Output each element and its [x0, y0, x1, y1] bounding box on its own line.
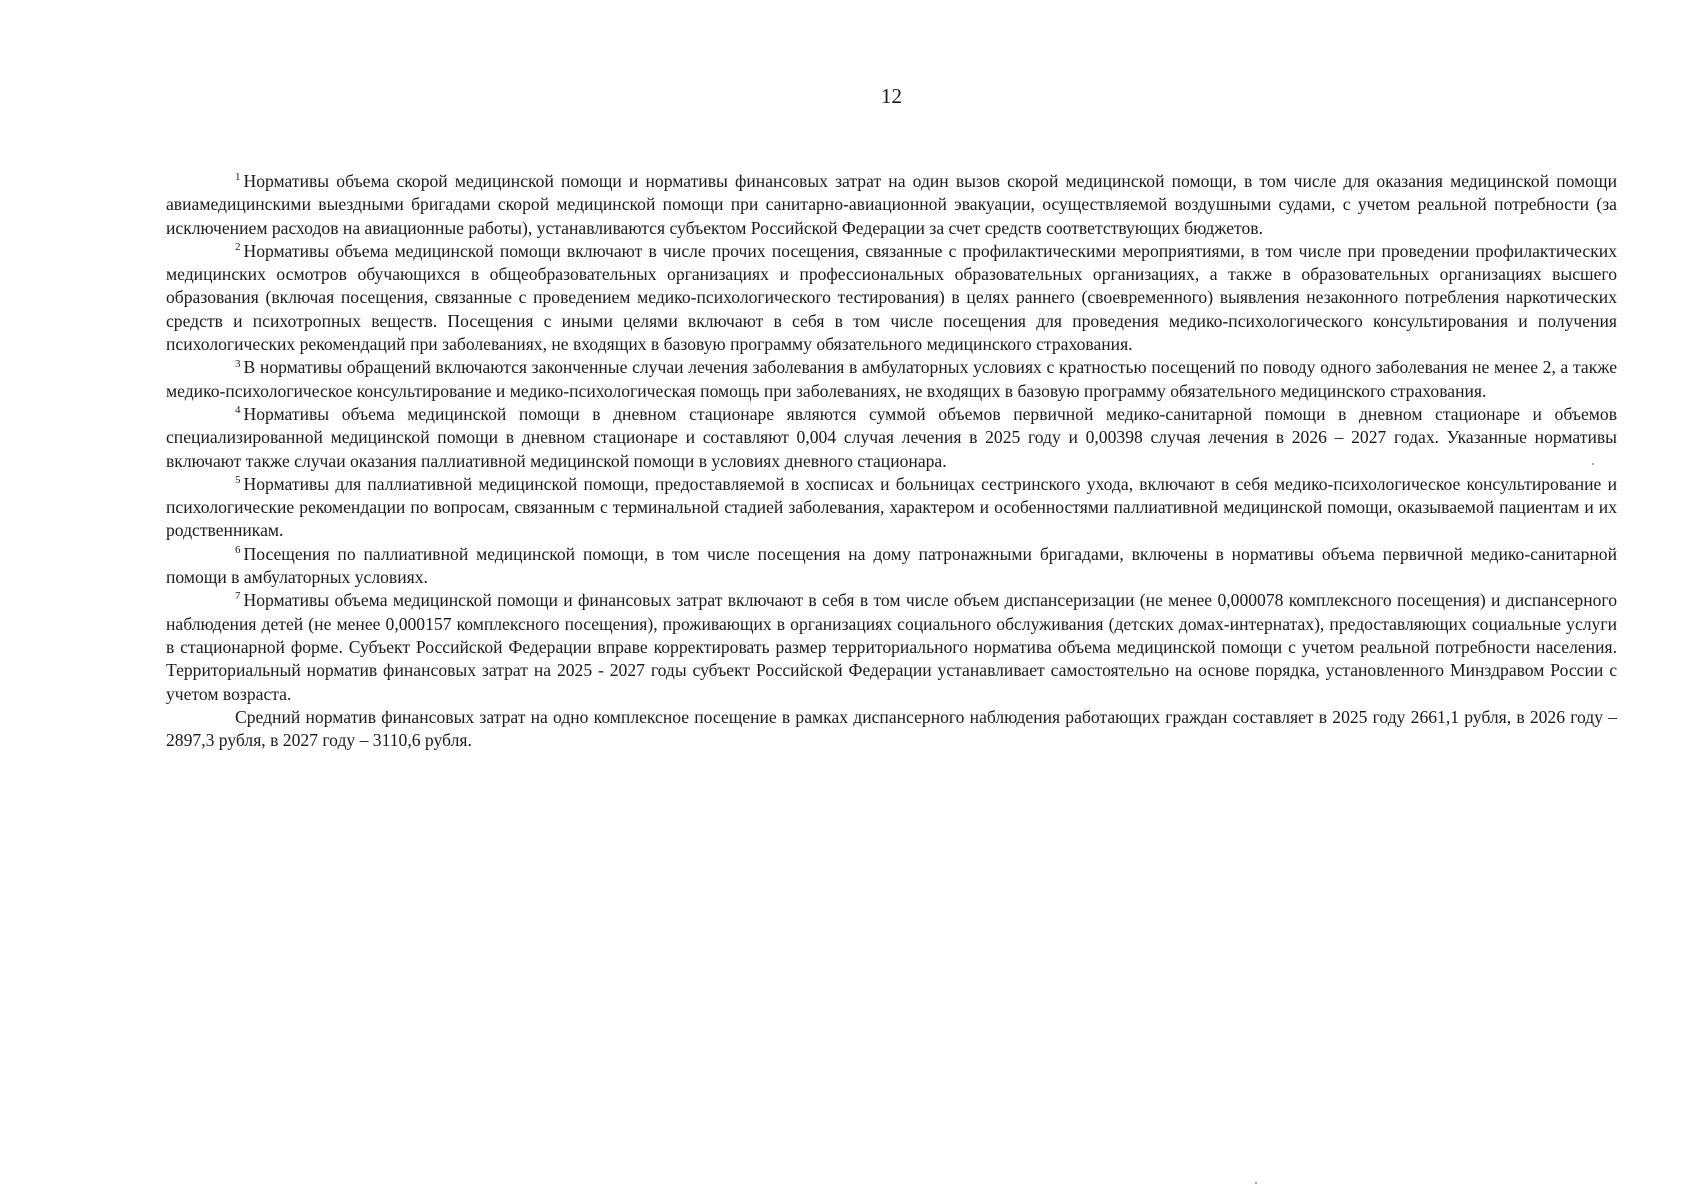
footnote-marker: 3 — [235, 357, 241, 370]
footnote-text: Нормативы объема скорой медицинской помощи и нормативы финансовых затрат на один вызов скорой медицинской помощи, в том числе для оказания медицинской помощи авиамедицинскими выездными бригадами скорой медицинской помощи при санитарно-авиационной эвакуации, осуществляемой воздушными судами, с учетом реальной потребности (за исключением расходов на авиационные работы), устанавливаются субъектом Российской Федерации за счет средств соответствующих бюджетов. — [166, 171, 1617, 238]
footnote-3 — [166, 356, 1617, 403]
footnote-4 — [166, 403, 1617, 473]
footnotes-section — [166, 170, 1617, 752]
footnote-marker: 7 — [235, 590, 241, 603]
average-cost-paragraph — [166, 706, 1617, 753]
footnote-text: Посещения по паллиативной медицинской помощи, в том числе посещения на дому патронажными бригадами, включены в нормативы объема первичной медико-санитарной помощи в амбулаторных условиях. — [166, 543, 1617, 588]
footnote-text: Нормативы для паллиативной медицинской помощи, предоставляемой в хосписах и больницах сестринского ухода, включают в себя медико-психологическое консультирование и психологические рекомендации по вопросам, связанным с терминальной стадией заболевания, характером и особенностями паллиативной медицинской помощи, оказываемой пациентам и их родственникам. — [166, 473, 1617, 541]
footnote-5 — [166, 473, 1617, 543]
page-number: 12 — [881, 84, 902, 108]
footnote-2 — [166, 240, 1617, 356]
footnote-text: Нормативы объема медицинской помощи и финансовых затрат включают в себя в том числе объем диспансеризации (не менее 0,000078 комплексного посещения) и диспансерного наблюдения детей (не менее 0,000157 комплексного посещения), проживающих в организациях социального обслуживания (детских домах-интернатах), предоставляющих социальные услуги в стационарной форме. Субъект Российской Федерации вправе корректировать размер территориального норматива объема медицинской помощи с учетом реальной потребности населения. Территориальный норматив финансовых затрат на 2025 - 2027 годы субъект Российской Федерации устанавливает самостоятельно на основе порядка, установленного Минздравом России с учетом возраста. — [166, 590, 1617, 704]
footnote-6 — [166, 543, 1617, 590]
footnote-marker: 2 — [235, 241, 241, 254]
footnote-text: В нормативы обращений включаются законченные случаи лечения заболевания в амбулаторных условиях с кратностью посещений по поводу одного заболевания не менее 2, а также медико-психологическое консультирование и медико-психологическая помощь при заболеваниях, не входящих в базовую программу обязательного медицинского страхования. — [166, 357, 1617, 401]
scan-speck — [1255, 1182, 1257, 1184]
footnote-marker: 1 — [235, 171, 241, 184]
paragraph-text: Средний норматив финансовых затрат на одно комплексное посещение в рамках диспансерного наблюдения работающих граждан составляет в 2025 году 2661,1 рубля, в 2026 году – 2897,3 рубля, в 2027 году – 3110,6 рубля. — [166, 706, 1617, 751]
footnote-7 — [166, 589, 1617, 705]
footnote-marker: 5 — [235, 474, 241, 486]
footnote-text: Нормативы объема медицинской помощи включают в числе прочих посещения, связанные с профилактическими мероприятиями, в том числе при проведении профилактических медицинских осмотров обучающихся в общеобразовательных организациях и профессиональных образовательных организациях, а также в образовательных организациях высшего образования (включая посещения, связанные с проведением медико-психологического тестирования) в целях раннего (своевременного) выявления незаконного потребления наркотических средств и психотропных веществ. Посещения с иными целями включают в себя в том числе посещения для проведения медико-психологического консультирования и получения психологических рекомендаций при заболеваниях, не входящих в базовую программу обязательного медицинского страхования. — [166, 240, 1617, 355]
footnote-1 — [166, 170, 1617, 240]
footnote-marker: 6 — [235, 543, 241, 556]
scan-speck — [1592, 463, 1594, 465]
footnote-marker: 4 — [235, 404, 241, 417]
footnote-text: Нормативы объема медицинской помощи в дневном стационаре являются суммой объемов первичной медико-санитарной помощи в дневном стационаре и объемов специализированной медицинской помощи в дневном стационаре и составляют 0,004 случая лечения в 2025 году и 0,00398 случая лечения в 2026 – 2027 годах. Указанные нормативы включают также случаи оказания паллиативной медицинской помощи в условиях дневного стационара. — [166, 403, 1617, 471]
